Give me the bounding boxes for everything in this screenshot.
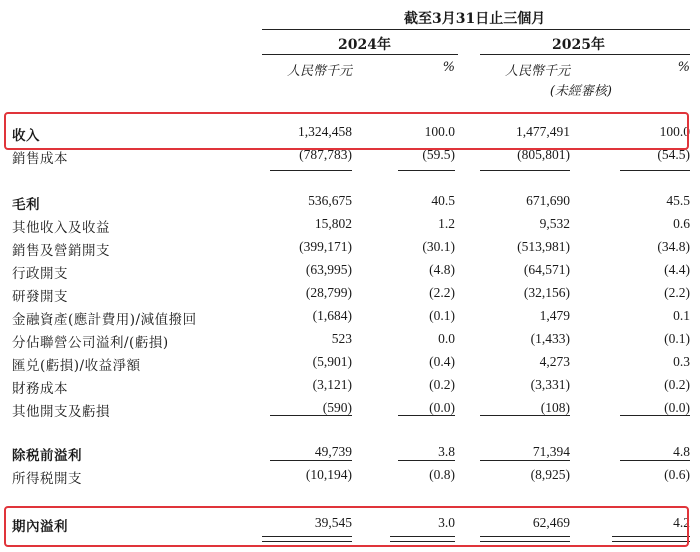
row-label: 期內溢利: [12, 519, 68, 535]
value-2024-pct: (0.2): [429, 377, 455, 392]
value-2024-rmb: (63,995): [305, 262, 352, 277]
value-2025-rmb: 62,469: [532, 515, 570, 530]
year-2024-header: 2024年: [338, 37, 391, 53]
value-2025-pct: 0.6: [673, 216, 690, 231]
tax-underline-1: [270, 460, 352, 461]
value-2025-rmb: 4,273: [539, 354, 570, 369]
value-2024-pct: (30.1): [422, 239, 455, 254]
row-label: 行政開支: [12, 266, 68, 282]
tax-underline-2: [398, 460, 455, 461]
tax-underline-4: [620, 460, 690, 461]
value-2024-pct: 0.0: [438, 331, 455, 346]
unaudited-note: (未經審核): [549, 84, 612, 99]
row-label: 分佔聯營公司溢利/(虧損): [12, 335, 169, 351]
value-2025-rmb: 1,479: [539, 308, 570, 323]
row-label: 金融資產(應計費用)/減值撥回: [12, 312, 197, 328]
cost-underline-2: [398, 170, 455, 171]
value-2024-pct: (2.2): [429, 285, 455, 300]
value-2024-pct: 100.0: [424, 124, 455, 139]
year-2025-underline: [480, 54, 690, 55]
value-2025-pct: 4.8: [673, 444, 690, 459]
value-2025-rmb: (1,433): [530, 331, 570, 346]
value-2025-pct: (2.2): [664, 285, 690, 300]
value-2024-pct: 1.2: [438, 216, 455, 231]
value-2025-rmb: (32,156): [523, 285, 570, 300]
value-2024-rmb: 49,739: [314, 444, 352, 459]
value-2025-pct: (4.4): [664, 262, 690, 277]
value-2024-pct: (0.8): [429, 467, 455, 482]
value-2025-rmb: (805,801): [517, 147, 570, 162]
value-2025-rmb: (3,331): [530, 377, 570, 392]
value-2024-pct: 40.5: [431, 193, 455, 208]
value-2024-rmb: 536,675: [308, 193, 352, 208]
value-2024-rmb: (399,171): [299, 239, 352, 254]
value-2024-pct: (0.0): [429, 400, 455, 415]
year-2025-header: 2025年: [552, 37, 605, 53]
value-2025-pct: (0.6): [664, 467, 690, 482]
row-label: 銷售成本: [12, 151, 68, 167]
value-2024-rmb: 523: [331, 331, 352, 346]
row-label: 匯兑(虧損)/收益淨額: [12, 358, 141, 374]
value-2024-rmb: (1,684): [312, 308, 352, 323]
value-2025-pct: 0.1: [673, 308, 690, 323]
tax-underline-3: [480, 460, 570, 461]
value-2024-pct: (4.8): [429, 262, 455, 277]
row-label: 研發開支: [12, 289, 68, 305]
row-label: 收入: [12, 128, 40, 144]
row-label: 所得税開支: [12, 471, 82, 487]
value-2025-pct: (0.0): [664, 400, 690, 415]
unit-pct-2025: %: [677, 60, 690, 75]
value-2025-pct: (0.2): [664, 377, 690, 392]
row-label: 財務成本: [12, 381, 68, 397]
value-2024-rmb: (787,783): [299, 147, 352, 162]
cost-underline-1: [270, 170, 352, 171]
value-2024-pct: 3.8: [438, 444, 455, 459]
unit-pct-2024: %: [442, 60, 455, 75]
period-header: 截至3月31日止三個月: [404, 11, 546, 27]
expenses-underline-2: [398, 415, 455, 416]
unit-rmb-2025: 人民幣千元: [504, 64, 570, 79]
value-2025-pct: 45.5: [666, 193, 690, 208]
row-label: 其他收入及收益: [12, 220, 110, 236]
value-2024-rmb: (10,194): [305, 467, 352, 482]
value-2025-rmb: (108): [540, 400, 570, 415]
value-2025-pct: 100.0: [659, 124, 690, 139]
cost-underline-3: [480, 170, 570, 171]
value-2025-rmb: (8,925): [530, 467, 570, 482]
row-label: 毛利: [12, 197, 40, 213]
profit-highlight-box: [4, 506, 689, 547]
period-underline: [262, 29, 690, 30]
revenue-highlight-box: [4, 112, 689, 150]
value-2024-rmb: 15,802: [314, 216, 352, 231]
unit-rmb-2024: 人民幣千元: [286, 64, 352, 79]
value-2024-rmb: (5,901): [312, 354, 352, 369]
value-2025-pct: (34.8): [657, 239, 690, 254]
value-2025-pct: 0.3: [673, 354, 690, 369]
value-2024-rmb: (590): [322, 400, 352, 415]
expenses-underline-1: [270, 415, 352, 416]
year-2024-underline: [262, 54, 458, 55]
value-2025-rmb: 671,690: [526, 193, 570, 208]
value-2025-rmb: 9,532: [539, 216, 570, 231]
expenses-underline-3: [480, 415, 570, 416]
expenses-underline-4: [620, 415, 690, 416]
value-2025-rmb: 71,394: [532, 444, 570, 459]
value-2024-pct: (59.5): [422, 147, 455, 162]
value-2024-rmb: 1,324,458: [298, 124, 352, 139]
value-2024-rmb: 39,545: [314, 515, 352, 530]
value-2024-rmb: (28,799): [305, 285, 352, 300]
value-2025-pct: 4.2: [673, 515, 690, 530]
value-2024-pct: (0.1): [429, 308, 455, 323]
value-2025-pct: (0.1): [664, 331, 690, 346]
value-2025-pct: (54.5): [657, 147, 690, 162]
row-label: 其他開支及虧損: [12, 404, 110, 420]
row-label: 除税前溢利: [12, 448, 82, 464]
row-label: 銷售及營銷開支: [12, 243, 110, 259]
cost-underline-4: [620, 170, 690, 171]
value-2025-rmb: 1,477,491: [516, 124, 570, 139]
value-2024-rmb: (3,121): [312, 377, 352, 392]
value-2025-rmb: (64,571): [523, 262, 570, 277]
value-2024-pct: (0.4): [429, 354, 455, 369]
value-2024-pct: 3.0: [438, 515, 455, 530]
value-2025-rmb: (513,981): [517, 239, 570, 254]
